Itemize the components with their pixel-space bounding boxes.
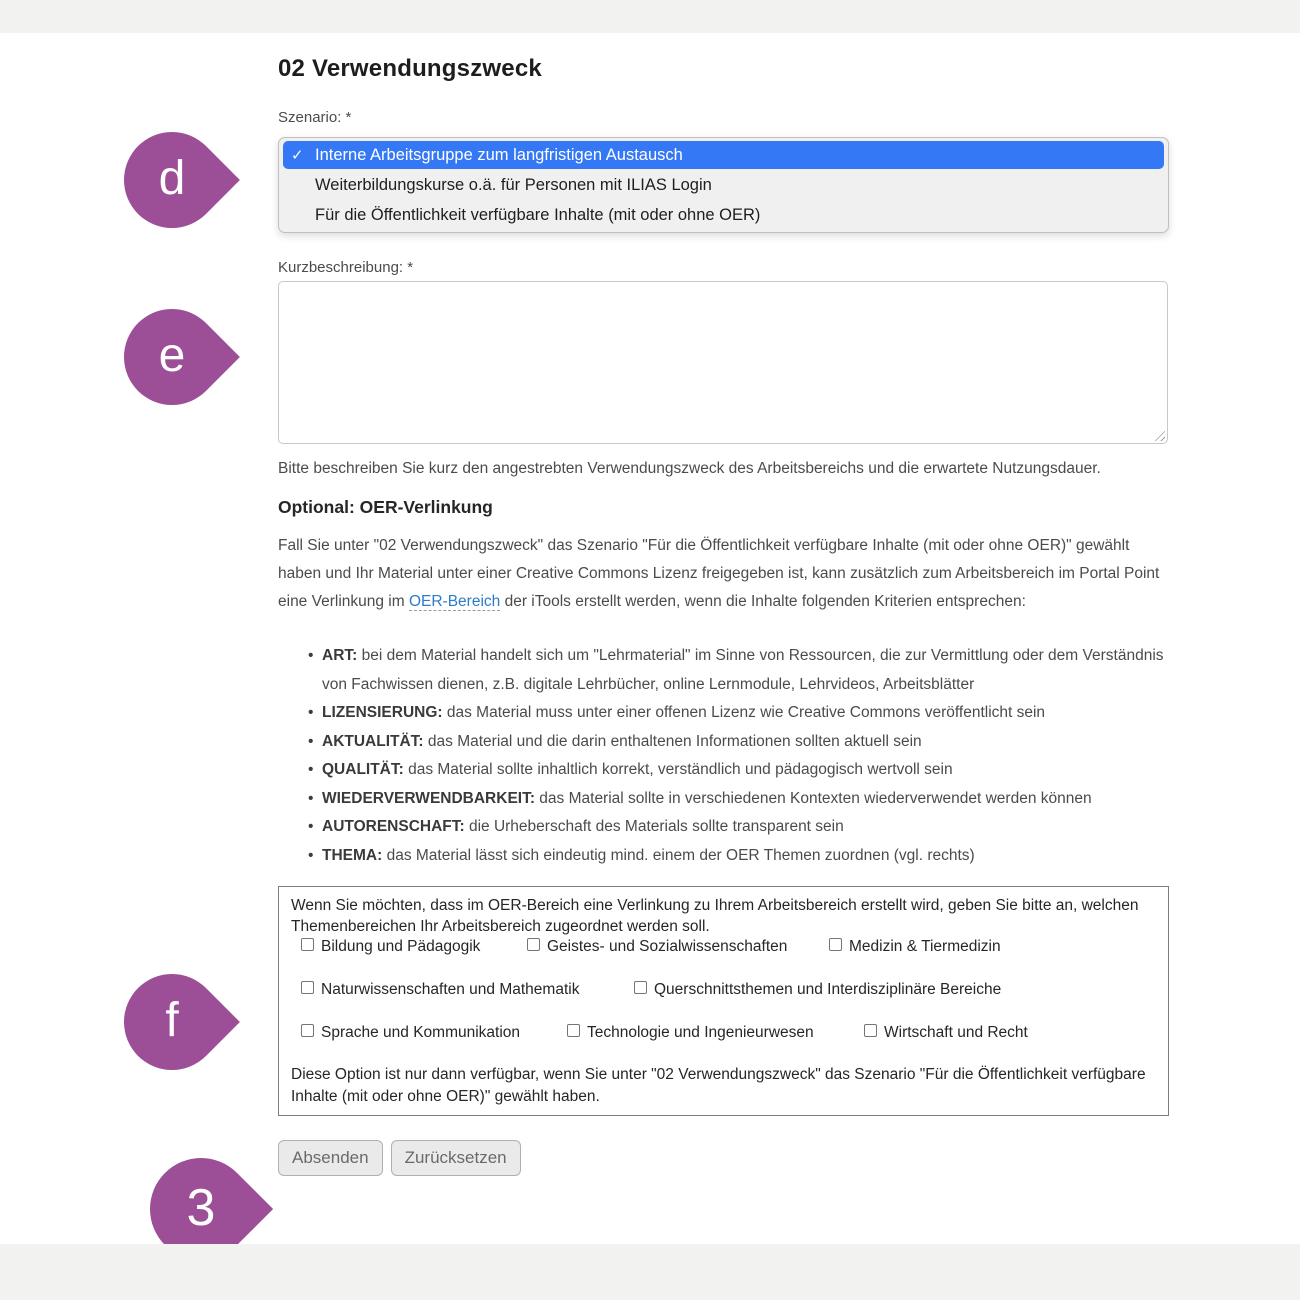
checkbox-sprache-und-kommunikation[interactable] (301, 1024, 520, 1042)
annotation-marker-e (124, 309, 220, 405)
scenario-option-2[interactable] (283, 171, 1164, 199)
option-label: Weiterbildungskurse o.ä. für Personen mit ILIAS Login (315, 175, 712, 194)
oer-section-heading: Optional: OER-Verlinkung (278, 497, 493, 517)
criteria-text: das Material sollte inhaltlich korrekt, verständlich und pädagogisch wertvoll sein (403, 761, 953, 778)
topics-note-text: Diese Option ist nur dann verfügbar, wenn Sie unter "02 Verwendungszweck" das Szenario "Für die Öffentlichkeit verfügbare Inhalte (mit oder ohne OER)" gewählt haben. (291, 1066, 1146, 1105)
criteria-term: QUALITÄT: (322, 761, 404, 778)
checkbox-label: Wirtschaft und Recht (884, 1024, 1028, 1041)
scenario-option-1[interactable] (283, 141, 1164, 169)
annotation-marker-f (124, 974, 220, 1070)
description-label: Kurzbeschreibung: * (278, 259, 414, 276)
criteria-text: das Material sollte in verschiedenen Kontexten wiederverwendet werden können (535, 789, 1092, 807)
criteria-item (308, 642, 1168, 699)
criteria-text: das Material muss unter einer offenen Lizenz wie Creative Commons veröffentlicht sein (442, 704, 1046, 721)
oer-intro-paragraph (278, 532, 1168, 616)
checkbox-label: Querschnittsthemen und Interdisziplinäre Bereiche (654, 981, 1002, 998)
checkbox-icon[interactable] (634, 981, 647, 994)
criteria-item (308, 842, 1168, 871)
checkmark-icon: ✓ (291, 147, 304, 164)
form-actions (278, 1140, 1168, 1176)
reset-button[interactable]: Zurücksetzen (391, 1140, 521, 1176)
annotation-marker-d (124, 132, 220, 228)
checkbox-label: Naturwissenschaften und Mathematik (321, 981, 580, 998)
checkbox-technologie-und-ingenieurwesen[interactable] (567, 1024, 814, 1042)
checkbox-icon[interactable] (864, 1024, 877, 1037)
oer-bereich-link[interactable]: OER-Bereich (408, 593, 501, 610)
criteria-item (308, 728, 1168, 757)
checkbox-icon[interactable] (301, 938, 314, 951)
checkbox-bildung-und-paedagogik[interactable] (301, 938, 480, 956)
criteria-term: ART: (322, 647, 358, 664)
criteria-text: die Urheberschaft des Materials sollte transparent sein (464, 818, 844, 835)
checkbox-icon[interactable] (567, 1024, 580, 1037)
checkbox-icon[interactable] (527, 938, 540, 951)
criteria-item (308, 756, 1168, 785)
description-help-text: Bitte beschreiben Sie kurz den angestrebten Verwendungszweck des Arbeitsbereichs und die erwartete Nutzungsdauer. (278, 460, 1101, 477)
topics-row-1 (291, 938, 1156, 958)
option-label: Interne Arbeitsgruppe zum langfristigen Austausch (315, 145, 683, 164)
criteria-term: AKTUALITÄT: (322, 732, 424, 750)
scenario-select-open[interactable] (278, 137, 1169, 233)
scenario-label: Szenario: * (278, 109, 352, 126)
annotation-label: 3 (186, 1179, 216, 1237)
criteria-item (308, 785, 1168, 814)
checkbox-naturwissenschaften-und-mathematik[interactable] (301, 981, 579, 999)
checkbox-label: Medizin & Tiermedizin (849, 938, 1001, 955)
annotation-label: e (158, 329, 186, 382)
checkbox-wirtschaft-und-recht[interactable] (864, 1024, 1028, 1042)
topics-row-2 (291, 981, 1156, 1001)
bottom-margin-band (0, 1244, 1300, 1300)
criteria-text: das Material lässt sich eindeutig mind. einem der OER Themen zuordnen (vgl. rechts) (382, 846, 975, 864)
checkbox-icon[interactable] (301, 981, 314, 994)
checkbox-label: Bildung und Pädagogik (321, 938, 481, 955)
scenario-option-3[interactable] (283, 201, 1164, 229)
annotation-label: f (165, 994, 179, 1047)
criteria-text: bei dem Material handelt sich um "Lehrmaterial" im Sinne von Ressourcen, die zur Vermittlung oder dem Verständnis von Fachwissen dienen, z.B. digitale Lehrbücher, online Lernmodule, Lehrvideos, Arbeitsblätter (322, 647, 1164, 693)
criteria-text: das Material und die darin enthaltenen Informationen sollten aktuell sein (423, 732, 922, 750)
criteria-list (278, 642, 1168, 870)
intro-text-after: der iTools erstellt werden, wenn die Inhalte folgenden Kriterien entsprechen: (500, 593, 1026, 610)
intro-text-before: Fall Sie unter "02 Verwendungszweck" das Szenario "Für die Öffentlichkeit verfügbare Inhalte (mit oder ohne OER)" gewählt haben und Ihr Material unter einer Creative Commons Lizenz freigegeben ist, kann zusätzlich zum Arbeitsbereich im Portal Point eine Verlinkung im (278, 537, 1160, 610)
criteria-item (308, 699, 1168, 728)
annotation-label: d (158, 152, 186, 205)
description-textarea[interactable] (278, 281, 1168, 444)
topics-row-3 (291, 1024, 1156, 1044)
checkbox-label: Technologie und Ingenieurwesen (587, 1024, 814, 1041)
checkbox-geistes-und-sozialwissenschaften[interactable] (527, 938, 787, 956)
description-textarea-wrap (278, 281, 1168, 444)
checkbox-medizin-und-tiermedizin[interactable] (829, 938, 1001, 956)
criteria-item (308, 813, 1168, 842)
topics-intro-text: Wenn Sie möchten, dass im OER-Bereich eine Verlinkung zu Ihrem Arbeitsbereich erstellt wird, geben Sie bitte an, welchen Themenbereichen Ihr Arbeitsbereich zugeordnet werden soll. (291, 897, 1139, 935)
oer-topics-box (278, 886, 1169, 1116)
criteria-term: WIEDERVERWENDBARKEIT: (322, 789, 535, 807)
submit-button[interactable]: Absenden (278, 1140, 383, 1176)
checkbox-icon[interactable] (829, 938, 842, 951)
form-content (278, 55, 1168, 1176)
checkbox-label: Geistes- und Sozialwissenschaften (547, 938, 788, 955)
criteria-term: THEMA: (322, 846, 383, 864)
page-title: 02 Verwendungszweck (278, 55, 542, 82)
checkbox-querschnittsthemen[interactable] (634, 981, 1001, 999)
checkbox-icon[interactable] (301, 1024, 314, 1037)
criteria-term: LIZENSIERUNG: (322, 704, 443, 721)
checkbox-label: Sprache und Kommunikation (321, 1024, 521, 1041)
option-label: Für die Öffentlichkeit verfügbare Inhalte (mit oder ohne OER) (315, 205, 761, 224)
top-margin-band (0, 0, 1300, 33)
criteria-term: AUTORENSCHAFT: (322, 818, 465, 835)
